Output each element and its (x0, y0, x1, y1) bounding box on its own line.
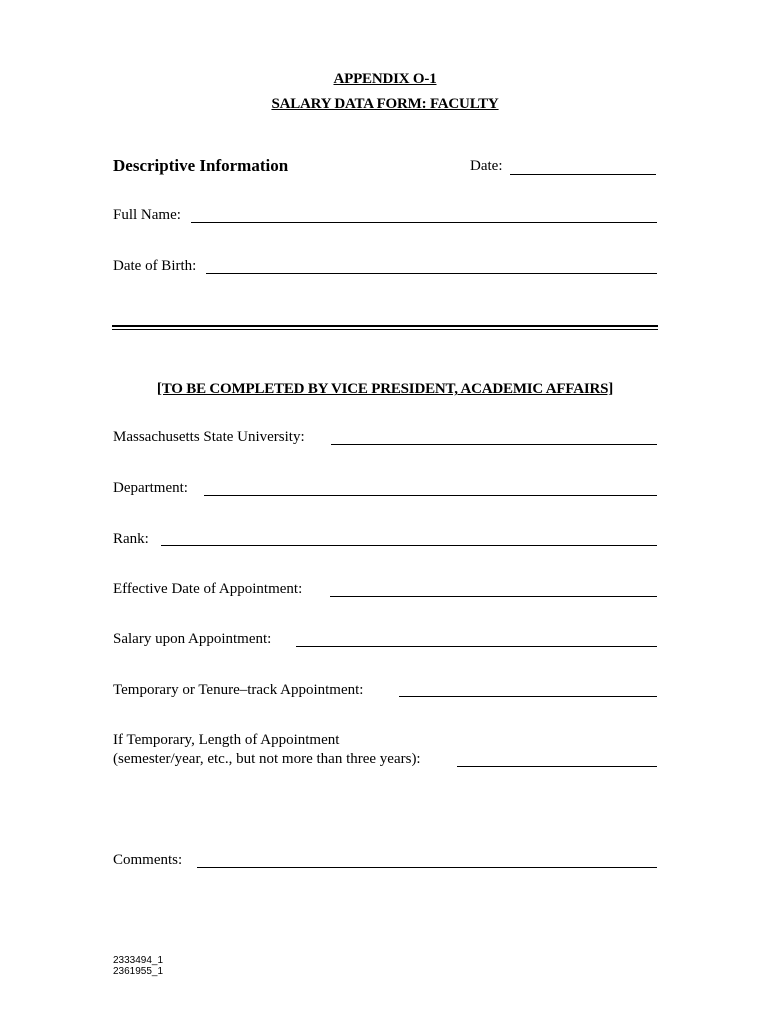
descriptive-info-heading: Descriptive Information (113, 156, 289, 175)
date-field[interactable] (510, 174, 656, 175)
rank-field[interactable] (161, 545, 657, 546)
dob-field[interactable] (206, 273, 657, 274)
doc-id-2: 2361955_1 (113, 966, 164, 977)
separator-rule-top (112, 325, 658, 327)
date-label: Date: (470, 158, 503, 174)
comments-label: Comments: (113, 852, 183, 868)
length-label-line1: If Temporary, Length of Appointment (113, 732, 340, 748)
doc-id-1: 2333494_1 (113, 955, 164, 966)
university-field[interactable] (331, 444, 657, 445)
vp-section-title: [TO BE COMPLETED BY VICE PRESIDENT, ACADEMIC AFFAIRS] (156, 381, 614, 397)
department-label: Department: (113, 480, 188, 496)
effective-date-label: Effective Date of Appointment: (113, 581, 303, 597)
length-label-line2: (semester/year, etc., but not more than three years): (113, 751, 421, 767)
effective-date-field[interactable] (330, 596, 657, 597)
rank-label: Rank: (113, 531, 149, 547)
salary-label: Salary upon Appointment: (113, 631, 272, 647)
form-title: SALARY DATA FORM: FACULTY (271, 96, 499, 112)
appendix-title: APPENDIX O-1 (333, 71, 437, 87)
salary-field[interactable] (296, 646, 657, 647)
comments-field[interactable] (197, 867, 657, 868)
appointment-type-field[interactable] (399, 696, 657, 697)
length-field[interactable] (457, 766, 657, 767)
dob-label: Date of Birth: (113, 258, 197, 274)
full-name-label: Full Name: (113, 207, 181, 223)
full-name-field[interactable] (191, 222, 657, 223)
separator-rule-bottom (112, 329, 658, 330)
university-label: Massachusetts State University: (113, 429, 305, 445)
department-field[interactable] (204, 495, 657, 496)
appointment-type-label: Temporary or Tenure–track Appointment: (113, 682, 364, 698)
